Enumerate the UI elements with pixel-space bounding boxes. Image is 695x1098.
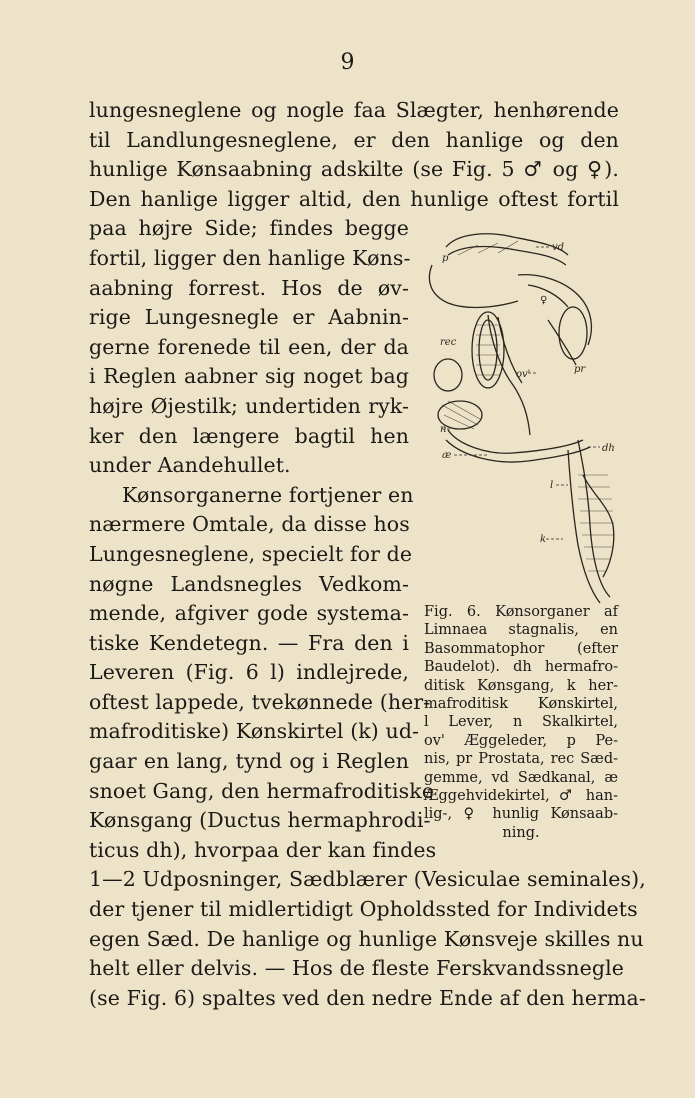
caption-line: gemme, vd Sædkanal, æ xyxy=(424,769,618,786)
body-line: gaar en lang, tynd og i Reglen xyxy=(89,749,409,774)
body-line: ker den længere bagtil hen xyxy=(89,423,409,448)
body-line: 1—2 Udposninger, Sædblærer (Vesiculae seminales), xyxy=(89,867,646,892)
caption-line: lig-, ♀ hunlig Kønsaab- xyxy=(424,806,618,823)
anatomy-illustration xyxy=(418,225,623,610)
caption-line: Basommatophor (efter xyxy=(424,640,618,657)
body-line: helt eller delvis. — Hos de fleste Ferskvandssnegle xyxy=(89,956,624,981)
label-l: l xyxy=(550,480,554,491)
label-ov: ov' xyxy=(516,369,531,380)
label-rec: rec xyxy=(440,337,457,348)
body-line: Kønsorganerne fortjener en xyxy=(122,482,414,507)
body-line: højre Øjestilk; undertiden ryk- xyxy=(89,393,409,418)
label-n: n xyxy=(440,424,447,435)
body-line: ticus dh), hvorpaa der kan findes xyxy=(89,837,437,862)
body-line: rige Lungesnegle er Aabnin- xyxy=(89,305,409,330)
body-line: til Landlungesneglene, er den hanlige og den xyxy=(89,127,619,152)
body-line: nærmere Omtale, da disse hos xyxy=(89,512,410,537)
caption-line: mafroditisk Kønskirtel, xyxy=(424,695,618,712)
body-line: snoet Gang, den hermafroditiske xyxy=(89,778,435,803)
body-line: lungesneglene og nogle faa Slægter, henhørende xyxy=(89,98,619,122)
body-line: under Aandehullet. xyxy=(89,453,291,478)
body-line: (se Fig. 6) spaltes ved den nedre Ende af den herma- xyxy=(89,985,646,1010)
body-line: tiske Kendetegn. — Fra den i xyxy=(89,630,409,655)
label-dh: dh xyxy=(602,443,615,454)
body-line: nøgne Landsnegles Vedkom- xyxy=(89,571,409,596)
body-line: paa højre Side; findes begge xyxy=(89,216,409,241)
body-line: Lungesneglene, specielt for de xyxy=(89,541,413,566)
body-line: gerne forenede til een, der da xyxy=(89,334,409,359)
caption-line: l Lever, n Skalkirtel, xyxy=(424,714,618,731)
caption-line: ning. xyxy=(502,824,540,841)
body-line: hunlige Kønsaabning adskilte (se Fig. 5 ♂ og ♀). xyxy=(89,157,619,182)
caption-line: ov' Æggeleder, p Pe- xyxy=(424,732,618,749)
body-line: oftest lappede, tvekønnede (her- xyxy=(89,689,431,714)
label-pr: pr xyxy=(574,364,586,375)
caption-line: Limnaea stagnalis, en xyxy=(424,622,618,639)
body-line: Kønsgang (Ductus hermaphrodi- xyxy=(89,808,431,833)
caption-line: nis, pr Prostata, rec Sæd- xyxy=(424,751,618,768)
body-line: Den hanlige ligger altid, den hunlige oftest fortil xyxy=(89,186,619,211)
label-vd: vd xyxy=(552,242,565,253)
figure-limnaea-reproductive-organs xyxy=(418,225,623,610)
body-line: der tjener til midlertidigt Opholdssted for Individets xyxy=(89,897,638,922)
body-line: mafroditiske) Kønskirtel (k) ud- xyxy=(89,719,420,744)
label-k: k xyxy=(540,534,547,545)
caption-line: ditisk Kønsgang, k her- xyxy=(424,677,618,694)
body-line: aabning forrest. Hos de øv- xyxy=(89,275,409,300)
figure-caption xyxy=(424,603,618,842)
body-line: fortil, ligger den hanlige Køns- xyxy=(89,245,411,270)
caption-line: Fig. 6. Kønsorganer af xyxy=(424,604,618,620)
body-line: egen Sæd. De hanlige og hunlige Kønsveje skilles nu xyxy=(89,926,644,951)
body-line: i Reglen aabner sig noget bag xyxy=(89,364,409,389)
label-female: ♀ xyxy=(540,295,548,306)
label-p: p xyxy=(442,253,449,264)
page-number: 9 xyxy=(340,50,355,75)
body-line: Leveren (Fig. 6 l) indlejrede, xyxy=(89,660,409,685)
body-line: mende, afgiver gode systema- xyxy=(89,601,409,626)
caption-line: Æggehvidekirtel, ♂ han- xyxy=(424,787,618,804)
label-ae: æ xyxy=(442,450,452,461)
caption-line: Baudelot). dh hermafro- xyxy=(424,659,618,676)
